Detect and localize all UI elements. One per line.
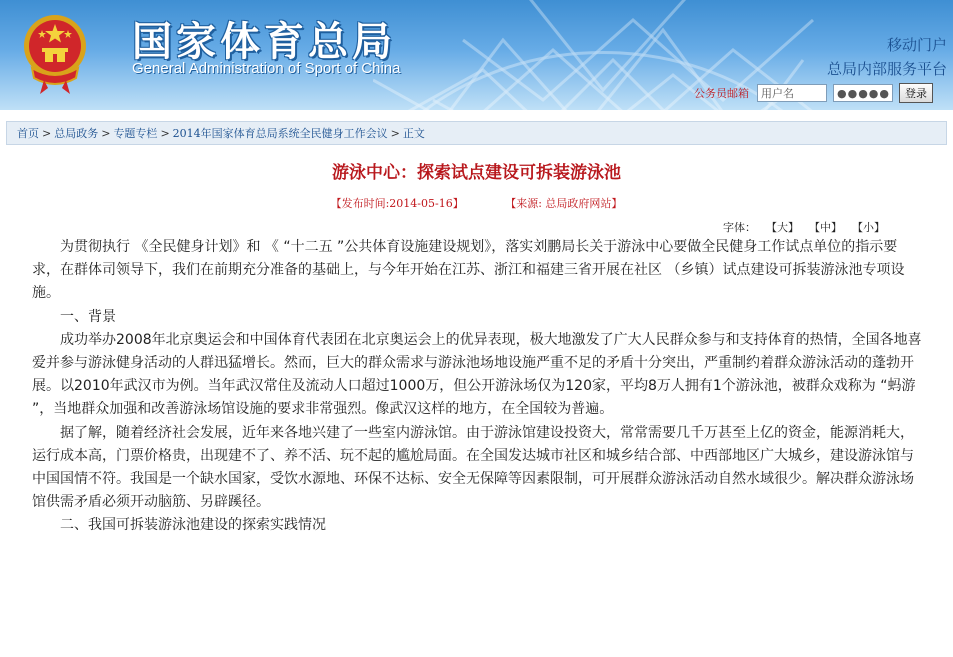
article-meta xyxy=(0,195,953,211)
font-size-medium-button[interactable]: 【中】 xyxy=(809,221,842,234)
section-heading-background: 一、背景 xyxy=(60,308,116,325)
breadcrumb-current[interactable]: 正文 xyxy=(402,127,425,140)
site-title-cn: 国家体育总局 xyxy=(132,19,396,65)
mobile-portal-link[interactable]: 移动门户 xyxy=(886,36,947,54)
font-size-switcher xyxy=(723,219,885,235)
national-emblem-icon xyxy=(20,8,90,96)
section-heading-practice: 二、我国可拆装游泳池建设的探索实践情况 xyxy=(60,517,326,534)
article-paragraph: 为贯彻执行 《全民健身计划》和 《 “十二五 ”公共体育设施建设规划》，落实刘鹏局长关于游泳中心要做全民健身工作试点单位的指示要求，在群体司领导下，我们在前期充分准备的基础上，与今年开始在江苏、浙江和福建三省开展在社区 （乡镇）试点建设可拆装游泳池专项设施。 xyxy=(32,239,905,302)
breadcrumb-fitness-conference[interactable]: 2014年国家体育总局系统全民健身工作会议 xyxy=(172,127,388,140)
password-input[interactable] xyxy=(833,84,893,102)
breadcrumb-separator: > xyxy=(160,126,170,140)
site-title-en: General Administration of Sport of China xyxy=(132,60,401,77)
font-size-large-button[interactable]: 【大】 xyxy=(766,221,799,234)
breadcrumb-separator: > xyxy=(390,126,400,140)
font-size-small-button[interactable]: 【小】 xyxy=(852,221,885,234)
breadcrumb-separator: > xyxy=(101,126,111,140)
breadcrumb-government-affairs[interactable]: 总局政务 xyxy=(54,127,99,140)
article-paragraph: 据了解，随着经济社会发展，近年来各地兴建了一些室内游泳馆。由于游泳馆建设投资大，常常需要几千万甚至上亿的资金，能源消耗大，运行成本高，门票价格贵，出现建不了、养不活、玩不起的尴尬局面。在全国发达城市社区和城乡结合部、中西部地区广大城乡，建设游泳馆与中国国情不符。我国是一个缺水国家，受饮水源地、环保不达标、安全无保障等因素限制，可开展群众游泳活动自然水域很少。解决群众游泳场馆供需矛盾必须开动脑筋、另辟蹊径。 xyxy=(32,424,914,511)
article-title: 游泳中心：探索试点建设可拆装游泳池 xyxy=(332,163,621,183)
breadcrumb-home[interactable]: 首页 xyxy=(17,127,39,140)
article-source: 【来源: 总局政府网站】 xyxy=(505,197,623,210)
username-input[interactable] xyxy=(757,84,827,102)
article-body xyxy=(32,236,922,538)
login-bar xyxy=(694,83,933,103)
breadcrumb-special-topics[interactable]: 专题专栏 xyxy=(113,127,158,140)
article-paragraph: 成功举办2008年北京奥运会和中国体育代表团在北京奥运会上的优异表现，极大地激发了广大人民群众参与和支持体育的热情，全国各地喜爱并参与游泳健身活动的人群迅猛增长。然而，巨大的群众需求与游泳池场地设施严重不足的矛盾十分突出，严重制约着群众游泳活动的蓬勃开展。以2010年武汉市为例。当年武汉常住及流动人口超过1000万，但公开游泳场仅为120家，平均8万人拥有1个游泳池，被群众戏称为 “蚂游 ”，当地群众加强和改善游泳场馆设施的要求非常强烈。像武汉这样的地方，在全国较为普遍。 xyxy=(32,331,922,418)
breadcrumb xyxy=(6,121,947,145)
breadcrumb-separator: > xyxy=(42,126,52,140)
login-button[interactable]: 登录 xyxy=(899,83,933,103)
site-header xyxy=(0,0,953,110)
internal-portal-link[interactable]: 总局内部服务平台 xyxy=(826,60,947,78)
publish-date: 【发布时间:2014-05-16】 xyxy=(330,197,464,210)
civil-servant-mail-link[interactable]: 公务员邮箱 xyxy=(694,87,749,100)
font-size-label: 字体： xyxy=(723,221,756,234)
